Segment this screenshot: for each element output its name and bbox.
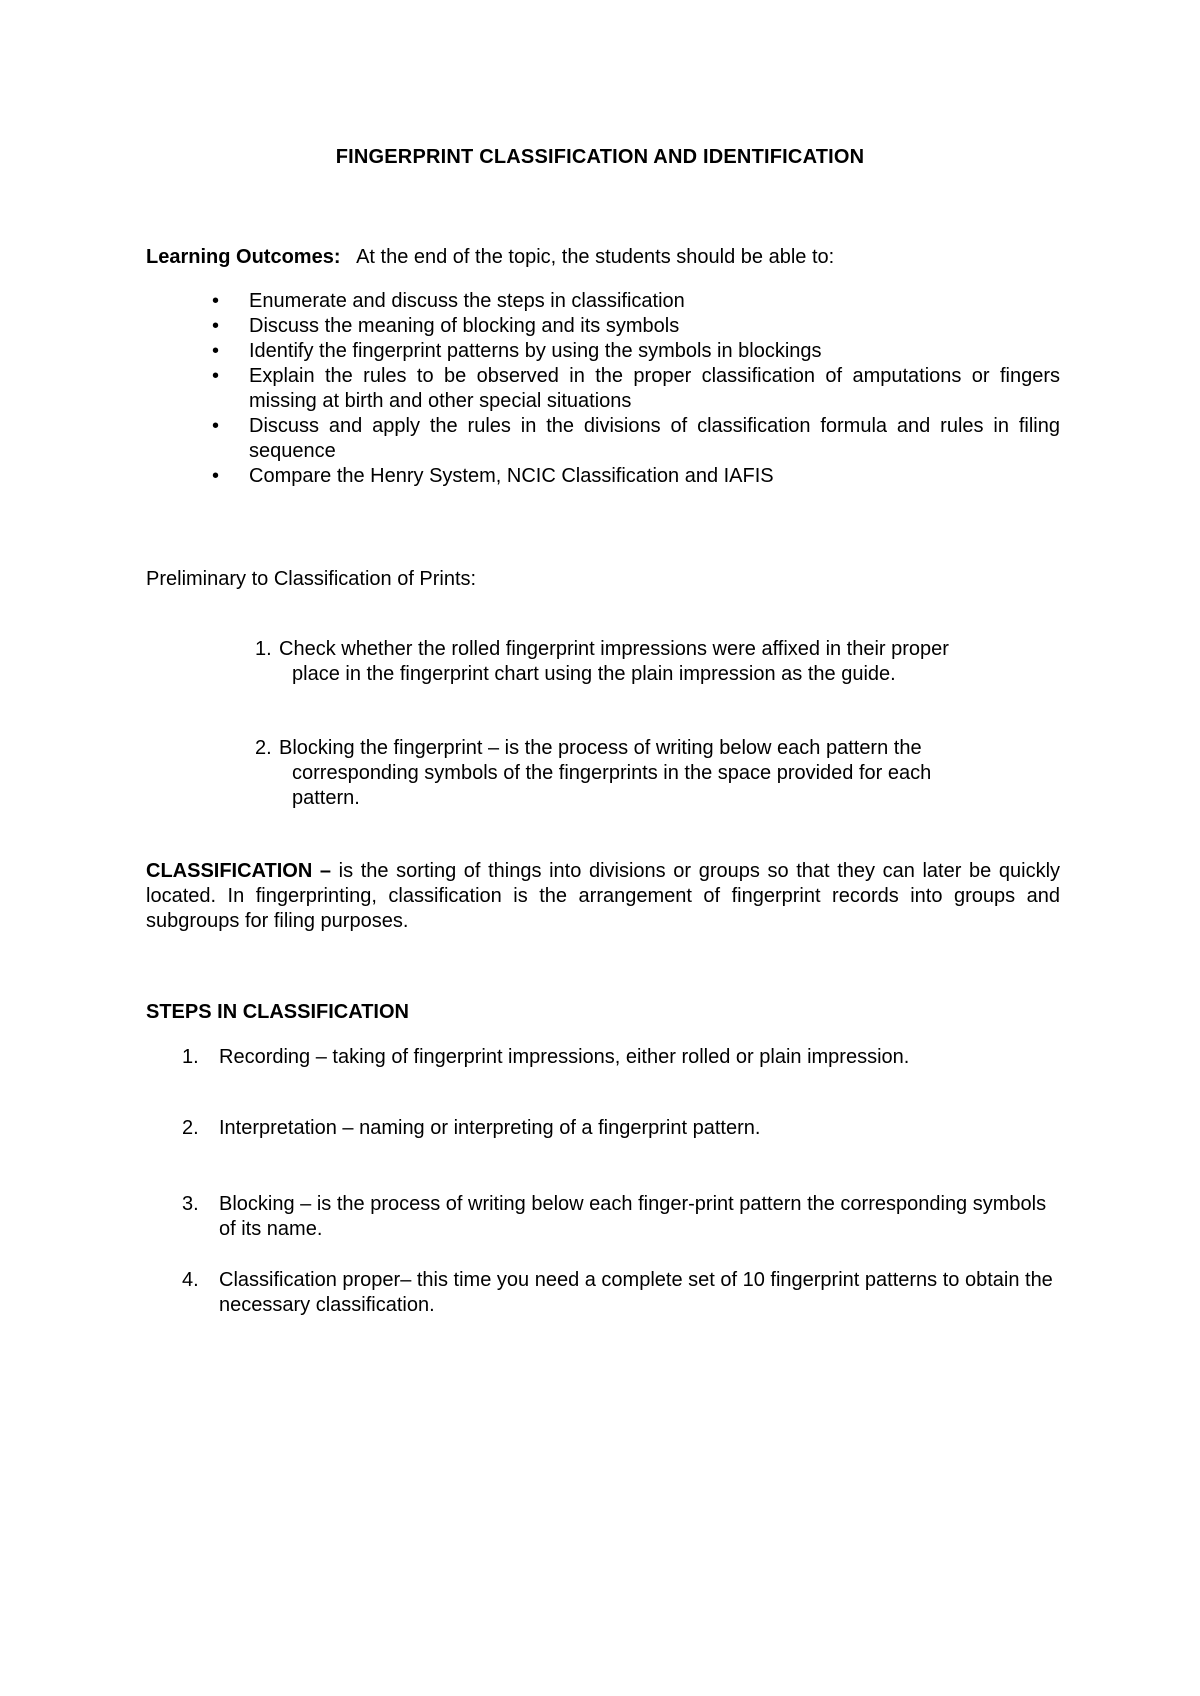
learning-outcomes-list [146,289,1060,489]
outcome-text: Discuss and apply the rules in the divisions of classification formula and rules in filing sequence [249,415,1060,462]
preliminary-item-number: 1. [255,638,272,660]
outcome-text: Discuss the meaning of blocking and its symbols [249,315,680,337]
preliminary-item-text [255,637,1035,687]
step-item [146,1045,1060,1070]
classification-definition [146,859,1060,934]
list-item [146,339,1060,364]
list-item [146,414,1060,464]
step-number: 2. [182,1117,199,1139]
document-title: FINGERPRINT CLASSIFICATION AND IDENTIFICATION [335,146,865,168]
step-text: Interpretation – naming or interpreting of a fingerprint pattern. [219,1117,761,1139]
step-number: 4. [182,1269,199,1291]
step-text: Classification proper– this time you need a complete set of 10 fingerprint patterns to obtain the necessary classification. [219,1269,1053,1316]
preliminary-item-continuation: place in the fingerprint chart using the plain impression as the guide. [292,663,896,685]
classification-term: CLASSIFICATION – [146,860,332,882]
preliminary-item [255,637,1035,687]
step-text: Blocking – is the process of writing below each finger-print pattern the corresponding symbols of its name. [219,1193,1047,1240]
step-text: Recording – taking of fingerprint impressions, either rolled or plain impression. [219,1046,910,1068]
step-number: 1. [182,1046,199,1068]
preliminary-heading: Preliminary to Classification of Prints: [146,568,477,590]
bullet-icon: • [212,465,220,487]
bullet-icon: • [212,365,220,387]
step-item [146,1116,1060,1141]
bullet-icon: • [212,340,220,362]
preliminary-item-number: 2. [255,737,272,759]
learning-outcomes-intro-text: At the end of the topic, the students should be able to: [356,246,835,268]
list-item [146,289,1060,314]
step-item [146,1268,1060,1318]
preliminary-item-text [255,736,1035,811]
bullet-icon: • [212,315,220,337]
bullet-icon: • [212,415,220,437]
outcome-text: Enumerate and discuss the steps in classification [249,290,685,312]
list-item [146,364,1060,414]
preliminary-item [255,736,1035,811]
list-item [146,314,1060,339]
preliminary-item-first-line: Check whether the rolled fingerprint impressions were affixed in their proper [279,638,949,660]
outcome-text: Identify the fingerprint patterns by using the symbols in blockings [249,340,822,362]
list-item [146,464,1060,489]
bullet-icon: • [212,290,220,312]
learning-outcomes-label: Learning Outcomes: [146,246,341,268]
steps-heading: STEPS IN CLASSIFICATION [146,1001,409,1023]
preliminary-item-continuation: corresponding symbols of the fingerprints in the space provided for each pattern. [292,762,932,809]
learning-outcomes-intro [146,245,1060,270]
step-number: 3. [182,1193,199,1215]
outcome-text: Explain the rules to be observed in the proper classification of amputations or fingers missing at birth and other special situations [249,365,1060,412]
step-item [146,1192,1060,1242]
preliminary-item-first-line: Blocking the fingerprint – is the process of writing below each pattern the [279,737,922,759]
outcome-text: Compare the Henry System, NCIC Classification and IAFIS [249,465,774,487]
classification-definition-text: is the sorting of things into divisions or groups so that they can later be quickly located. In fingerprinting, classification is the arrangement of fingerprint records into groups and subgroups for filing purposes. [146,860,1061,932]
